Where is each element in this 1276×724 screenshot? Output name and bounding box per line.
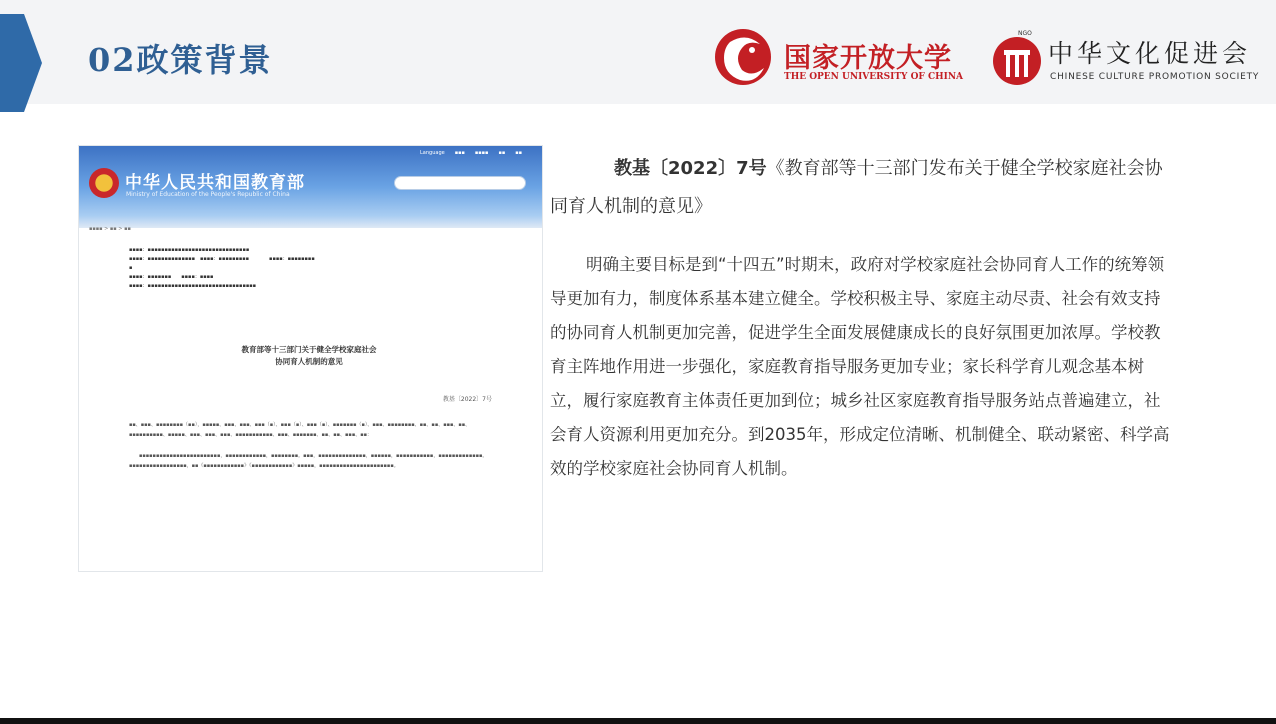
meta-row: ▪▪▪▪：▪▪▪▪▪▪▪▪▪▪▪▪▪▪▪▪▪▪▪▪▪▪▪▪▪▪▪▪▪▪▪▪ xyxy=(129,283,256,289)
ccps-logo xyxy=(988,30,1258,90)
meta-row: ▪ xyxy=(129,265,133,271)
moe-paragraph: ▪▪▪▪▪▪▪▪▪▪▪▪▪▪▪▪▪▪▪▪▪▪▪▪，▪▪▪▪▪▪▪▪▪▪▪▪，▪▪▪▪▪▪▪▪。▪▪▪，▪▪▪▪▪▪▪▪▪▪▪▪▪▪，▪▪▪▪▪▪，▪▪▪▪▪▪▪▪▪▪▪，▪▪▪▪▪▪▪▪▪▪▪▪▪。▪▪▪▪▪▪▪▪▪▪▪▪▪▪▪▪▪，▪▪《▪▪▪▪▪▪▪▪▪▪▪▪》《▪▪▪▪▪▪▪▪▪▪▪▪》▪▪▪▪▪，▪▪▪▪▪▪▪▪▪▪▪▪▪▪▪▪▪▪▪▪▪▪。 xyxy=(129,453,488,469)
policy-summary: 明确主要目标是到“十四五”时期末，政府对学校家庭社会协同育人工作的统筹领导更加有力，制度体系基本建立健全。学校积极主导、家庭主动尽责、社会有效支持的协同育人机制更加完善，促进学生全面发展健康成长的良好氛围更加浓厚。学校教育主阵地作用进一步强化，家庭教育指导服务更加专业；家长科学育儿观念基本树立，履行家庭教育主体责任更加到位；城乡社区家庭教育指导服务站点普遍建立，社会育人资源利用更加充分。到2035年，形成定位清晰、机制健全、联动紧密、科学高效的学校家庭社会协同育人机制。 xyxy=(550,255,1170,478)
ngo-tag: NGO xyxy=(1018,30,1032,37)
moe-paragraph: ▪▪、▪▪▪、▪▪▪▪▪▪▪▪（▪▪），▪▪▪▪▪、▪▪▪、▪▪▪、▪▪▪（▪）、▪▪▪（▪）、▪▪▪（▪）、▪▪▪▪▪▪▪（▪）、▪▪▪、▪▪▪▪▪▪▪▪、▪▪、▪▪、▪▪▪、▪▪、▪▪▪▪▪▪▪▪▪▪、▪▪▪▪▪、▪▪▪、▪▪▪、▪▪▪、▪▪▪▪▪▪▪▪▪▪▪、▪▪▪、▪▪▪▪▪▪▪、▪▪、▪▪、▪▪▪、▪▪： xyxy=(129,422,471,438)
moe-top-link: ▪▪▪ xyxy=(454,150,465,156)
moe-doc-title-line: 协同育人机制的意见 xyxy=(275,357,343,366)
moe-search-input xyxy=(394,176,526,190)
doc-title: 《教育部等十三部门发布关于健全学校家庭社会协同育人机制的意见》 xyxy=(550,158,1163,217)
bottom-bar xyxy=(0,718,1276,724)
chevron-right-icon xyxy=(0,14,42,112)
ouc-name: 国家开放大学 xyxy=(784,43,952,74)
doc-heading xyxy=(550,150,1170,226)
moe-top-links xyxy=(420,150,522,156)
ouc-name-en: THE OPEN UNIVERSITY OF CHINA xyxy=(784,72,964,82)
ccps-emblem-icon xyxy=(990,34,1044,88)
national-emblem-icon xyxy=(89,168,119,198)
ccps-name-en: CHINESE CULTURE PROMOTION SOCIETY xyxy=(1050,72,1260,82)
header-bar xyxy=(0,0,1276,104)
meta-row: ▪▪▪▪：▪▪▪▪▪▪▪▪▪▪▪▪▪▪ ▪▪▪▪：▪▪▪▪▪▪▪▪▪ ▪▪▪▪：▪▪▪▪▪▪▪▪ xyxy=(129,256,315,262)
moe-top-link: ▪▪ xyxy=(498,150,506,156)
meta-row: ▪▪▪▪：▪▪▪▪▪▪▪ ▪▪▪▪：▪▪▪▪ xyxy=(129,274,214,280)
moe-language-link: Language xyxy=(420,150,445,156)
policy-text xyxy=(550,150,1170,486)
moe-webpage-screenshot xyxy=(78,145,543,572)
moe-top-link: ▪▪ xyxy=(515,150,522,156)
moe-top-link: ▪▪▪▪ xyxy=(474,150,489,156)
doc-number: 教基〔2022〕7号 xyxy=(614,158,767,179)
moe-site-title: 中华人民共和国教育部 xyxy=(125,173,305,193)
moe-doc-meta xyxy=(129,246,509,291)
ccps-name: 中华文化促进会 xyxy=(1048,39,1252,68)
moe-doc-title xyxy=(129,344,489,368)
moe-doc-title-line: 教育部等十三部门关于健全学校家庭社会 xyxy=(241,345,377,354)
moe-doc-number: 教基〔2022〕7号 xyxy=(442,396,492,403)
moe-site-subtitle: Ministry of Education of the People's Republic of China xyxy=(126,191,290,198)
moe-doc-body xyxy=(129,421,497,483)
ouc-emblem-icon xyxy=(712,26,774,88)
moe-breadcrumb: ▪▪▪▪ > ▪▪ > ▪▪ xyxy=(89,226,131,232)
meta-row: ▪▪▪▪：▪▪▪▪▪▪▪▪▪▪▪▪▪▪▪▪▪▪▪▪▪▪▪▪▪▪▪▪▪▪ xyxy=(129,247,250,253)
ouc-logo xyxy=(712,26,962,88)
moe-banner xyxy=(79,146,542,228)
page-title: 02政策背景 xyxy=(88,41,273,79)
